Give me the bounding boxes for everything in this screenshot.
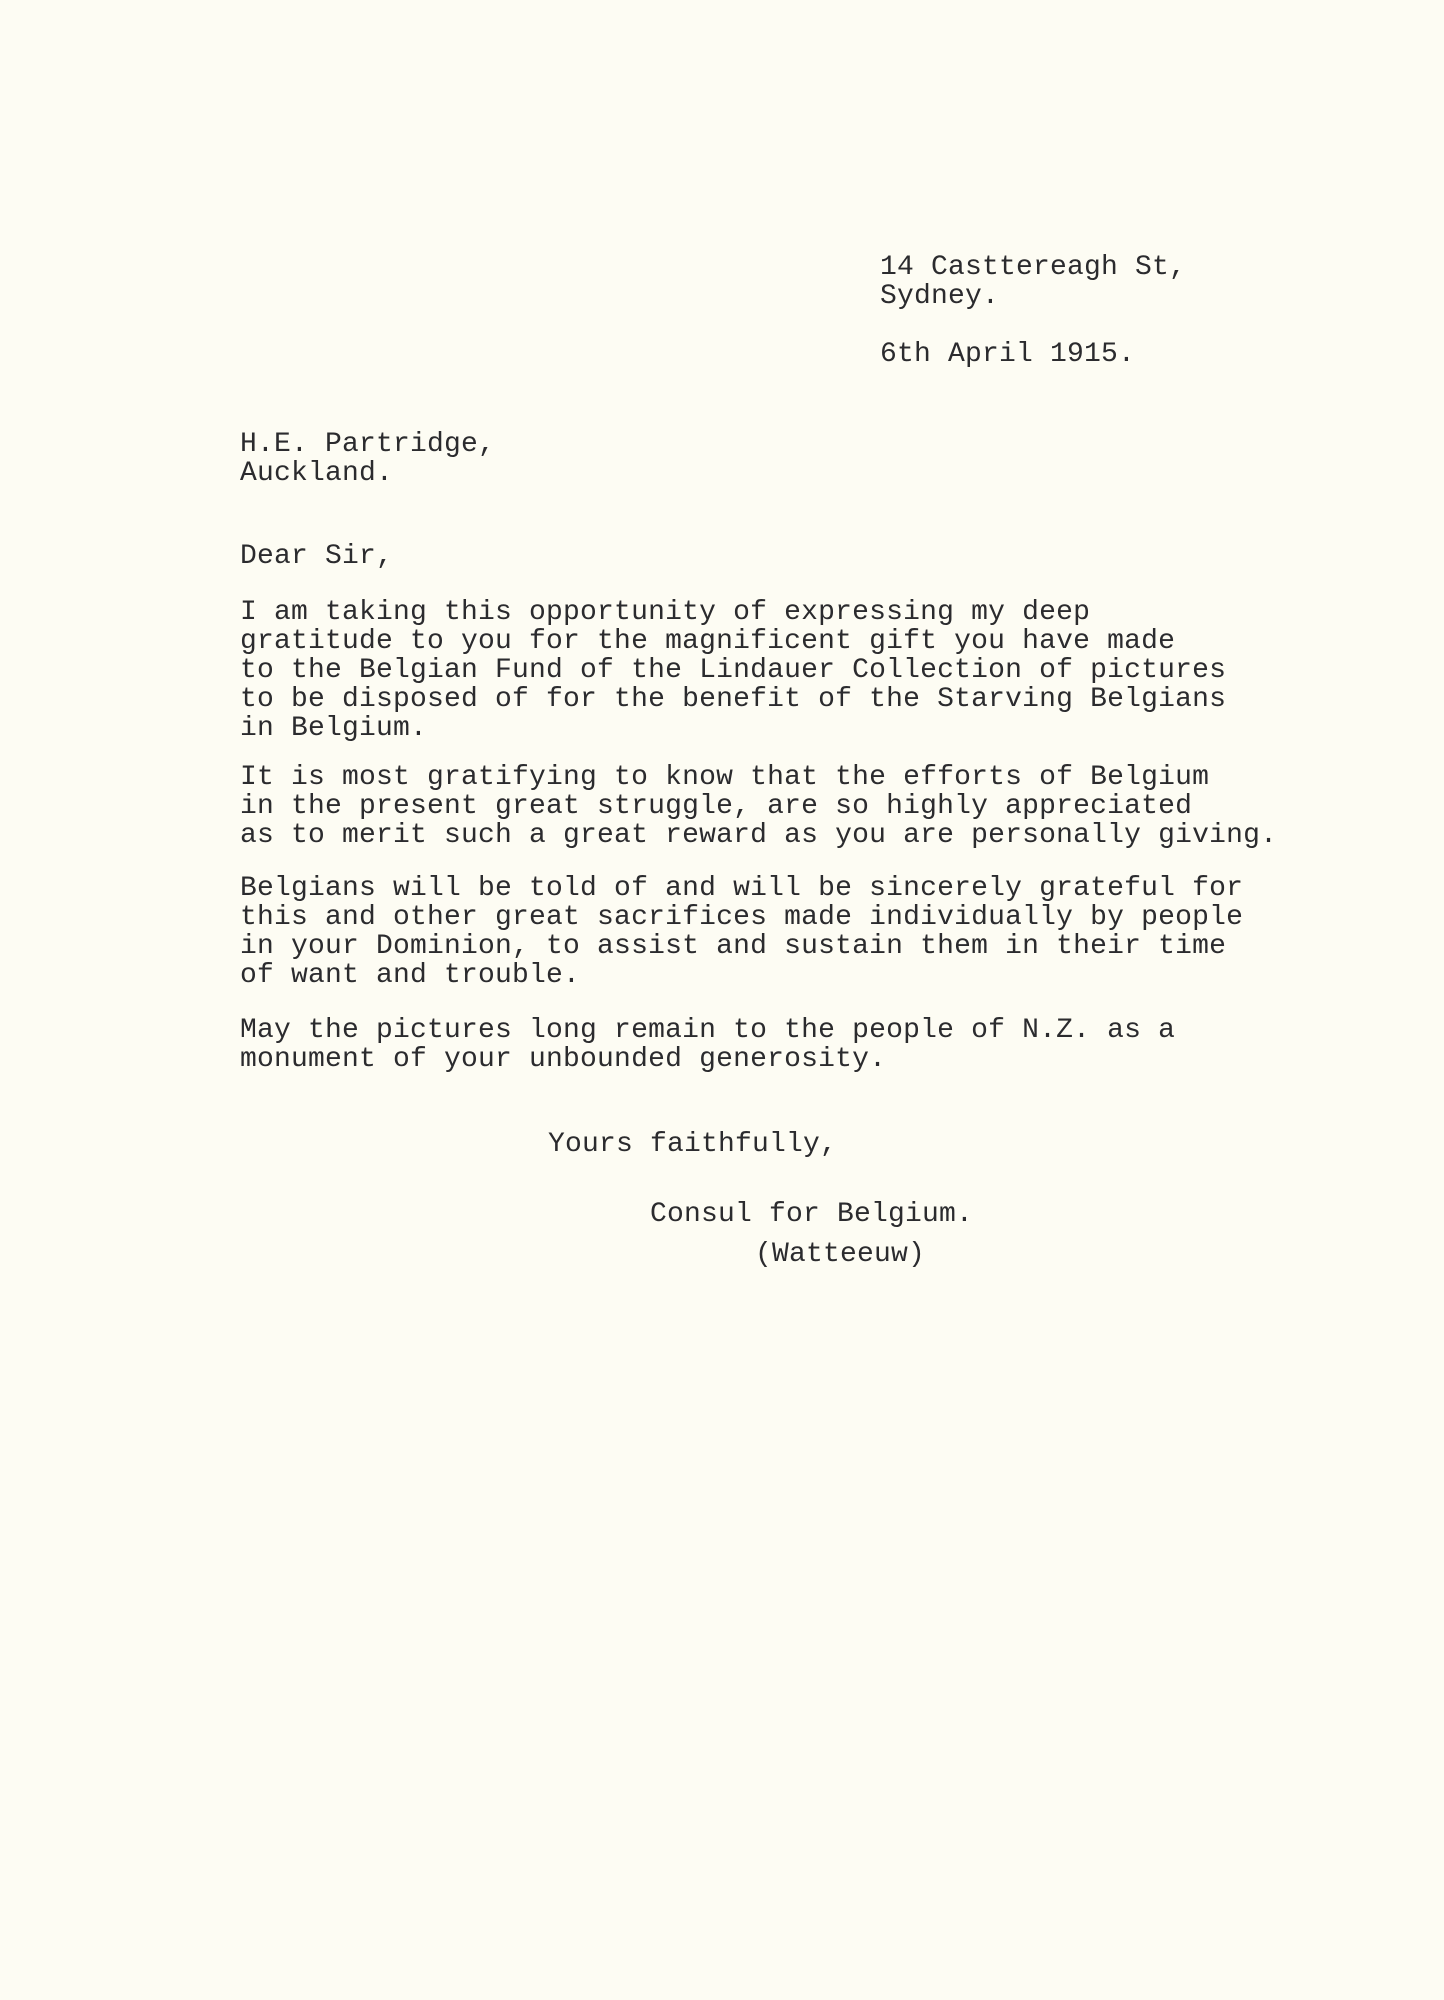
paragraph-line: of want and trouble. — [240, 960, 581, 991]
paragraph-line: in Belgium. — [240, 713, 428, 744]
paragraph-line: this and other great sacrifices made individually by people — [240, 902, 1244, 933]
recipient-address — [240, 430, 495, 488]
paragraph-line: monument of your unbounded generosity. — [240, 1044, 887, 1075]
paragraph-line: to be disposed of for the benefit of the Starving Belgians — [240, 684, 1227, 715]
letter-date: 6th April 1915. — [880, 339, 1136, 370]
paragraph-3 — [240, 874, 1243, 990]
address-line-2: Sydney. — [880, 281, 1000, 312]
paragraph-line: Belgians will be told of and will be sincerely grateful for — [240, 873, 1244, 904]
paragraph-line: to the Belgian Fund of the Lindauer Collection of pictures — [240, 655, 1227, 686]
address-line-1: 14 Casttereagh St, — [880, 252, 1187, 283]
paragraph-line: in the present great struggle, are so highly appreciated — [240, 791, 1193, 822]
signature-name: (Watteeuw) — [755, 1239, 926, 1270]
paragraph-4 — [240, 1016, 1175, 1074]
paragraph-line: May the pictures long remain to the people of N.Z. as a — [240, 1015, 1176, 1046]
sender-address — [880, 253, 1186, 311]
paragraph-2 — [240, 763, 1277, 850]
paragraph-line: in your Dominion, to assist and sustain them in their time — [240, 931, 1227, 962]
paragraph-line: It is most gratifying to know that the efforts of Belgium — [240, 762, 1210, 793]
paragraph-1 — [240, 598, 1226, 743]
signature-title: Consul for Belgium. — [650, 1199, 974, 1230]
paragraph-line: as to merit such a great reward as you are personally giving. — [240, 820, 1278, 851]
salutation: Dear Sir, — [240, 541, 394, 572]
paragraph-line: gratitude to you for the magnificent gift you have made — [240, 626, 1176, 657]
recipient-line-2: Auckland. — [240, 458, 394, 489]
recipient-line-1: H.E. Partridge, — [240, 429, 496, 460]
closing: Yours faithfully, — [548, 1129, 838, 1160]
paragraph-line: I am taking this opportunity of expressing my deep — [240, 597, 1091, 628]
